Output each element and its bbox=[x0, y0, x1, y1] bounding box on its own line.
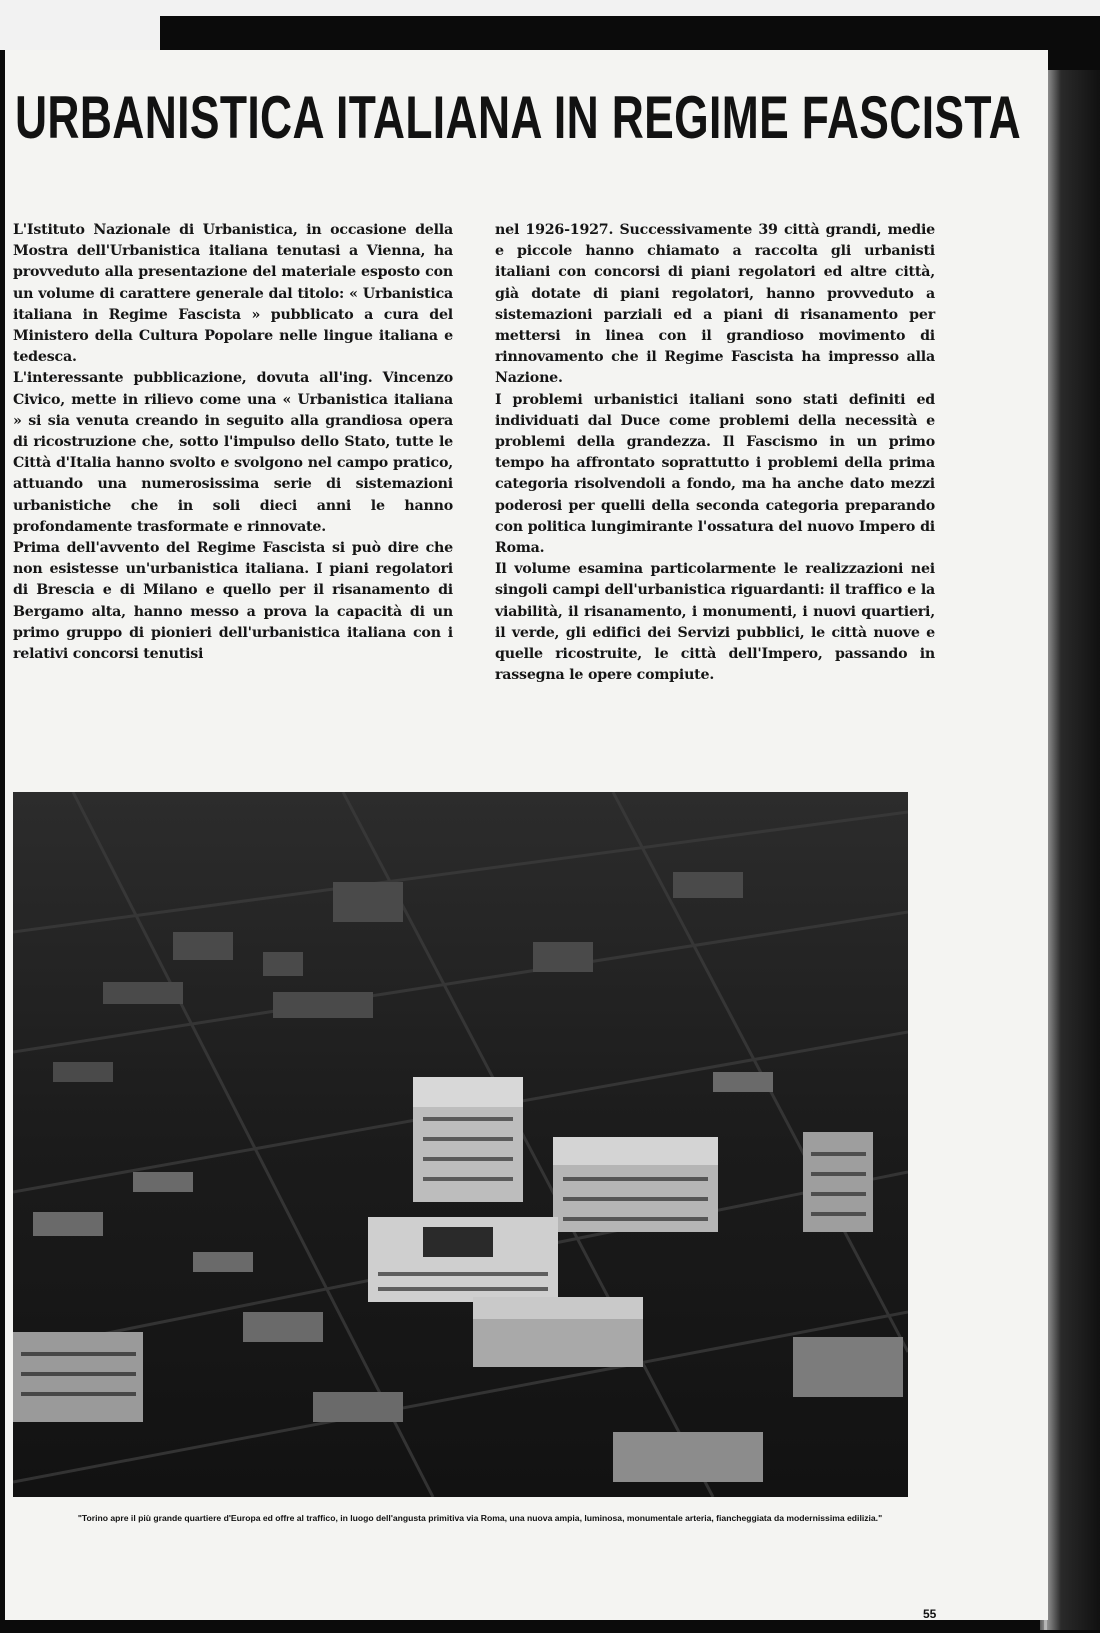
photo-caption: "Torino apre il più grande quartiere d'Europa ed offre al traffico, in luogo dell'angusta primitiva via Roma, una nuova ampia, luminosa, monumentale arteria, fiancheggiata da modernissima edilizia." bbox=[77, 1513, 883, 1523]
article-column-right bbox=[495, 220, 935, 686]
magazine-page bbox=[5, 50, 1048, 1620]
article-paragraph: I problemi urbanistici italiani sono stati definiti ed individuati dal Duce come problemi della necessità e problemi della grandezza. Il Fascismo in un primo tempo ha affrontato soprattutto i problemi della prima categoria risolvendoli a fondo, ma ha anche dato mezzi poderosi per quelli della seconda categoria preparando con politica lungimirante l'ossatura del nuovo Impero di Roma. bbox=[495, 391, 935, 557]
page-binding-edge bbox=[1040, 70, 1100, 1630]
page-number: 55 bbox=[923, 1607, 937, 1620]
scan-top-strip bbox=[0, 0, 1100, 16]
scan-top-tab bbox=[0, 16, 160, 50]
article-paragraph: Prima dell'avvento del Regime Fascista si può dire che non esistesse un'urbanistica italiana. I piani regolatori di Brescia e di Milano e quello per il risanamento di Bergamo alta, hanno messo a prova la capacità di un primo gruppo di pionieri dell'urbanistica italiana con i relativi concorsi tenutisi bbox=[13, 540, 453, 663]
article-paragraph: L'Istituto Nazionale di Urbanistica, in occasione della Mostra dell'Urbanistica italiana tenutasi a Vienna, ha provveduto alla presentazione del materiale esposto con un volume di carattere generale dal titolo: « Urbanistica italiana in Regime Fascista » pubblicato a cura del Ministero della Cultura Popolare nelle lingue italiana e tedesca. bbox=[13, 222, 453, 366]
article-column-left bbox=[13, 220, 453, 665]
article-paragraph: L'interessante pubblicazione, dovuta all'ing. Vincenzo Civico, mette in rilievo come una « Urbanistica italiana » si sia venuta creando in seguito alla grandiosa opera di ricostruzione che, sotto l'impulso dello Stato, tutte le Città d'Italia hanno svolto e svolgono nel campo pratico, attuando una numerosissima serie di sistemazioni urbanistiche che in soli dieci anni le hanno profondamente trasformate e rinnovate. bbox=[13, 370, 453, 535]
article-paragraph: nel 1926-1927. Successivamente 39 città grandi, medie e piccole hanno chiamato a raccolta gli urbanisti italiani con concorsi di piani regolatori ed altre città, già dotate di piani regolatori, hanno provveduto a sistemazioni parziali ed a piani di risanamento per mettersi in linea con il grandioso movimento di rinnovamento che il Regime Fascista ha impresso alla Nazione. bbox=[495, 222, 935, 387]
aerial-photo-rendering bbox=[13, 792, 908, 1497]
page-headline: URBANISTICA ITALIANA IN REGIME FASCISTA bbox=[15, 84, 1022, 151]
aerial-city-photo bbox=[13, 792, 908, 1497]
article-paragraph: Il volume esamina particolarmente le realizzazioni nei singoli campi dell'urbanistica riguardanti: il traffico e la viabilità, il risanamento, i monumenti, i nuovi quartieri, il verde, gli edifici dei Servizi pubblici, le città nuove e quelle ricostruite, le città dell'Impero, passando in rassegna le opere compiute. bbox=[495, 561, 935, 684]
